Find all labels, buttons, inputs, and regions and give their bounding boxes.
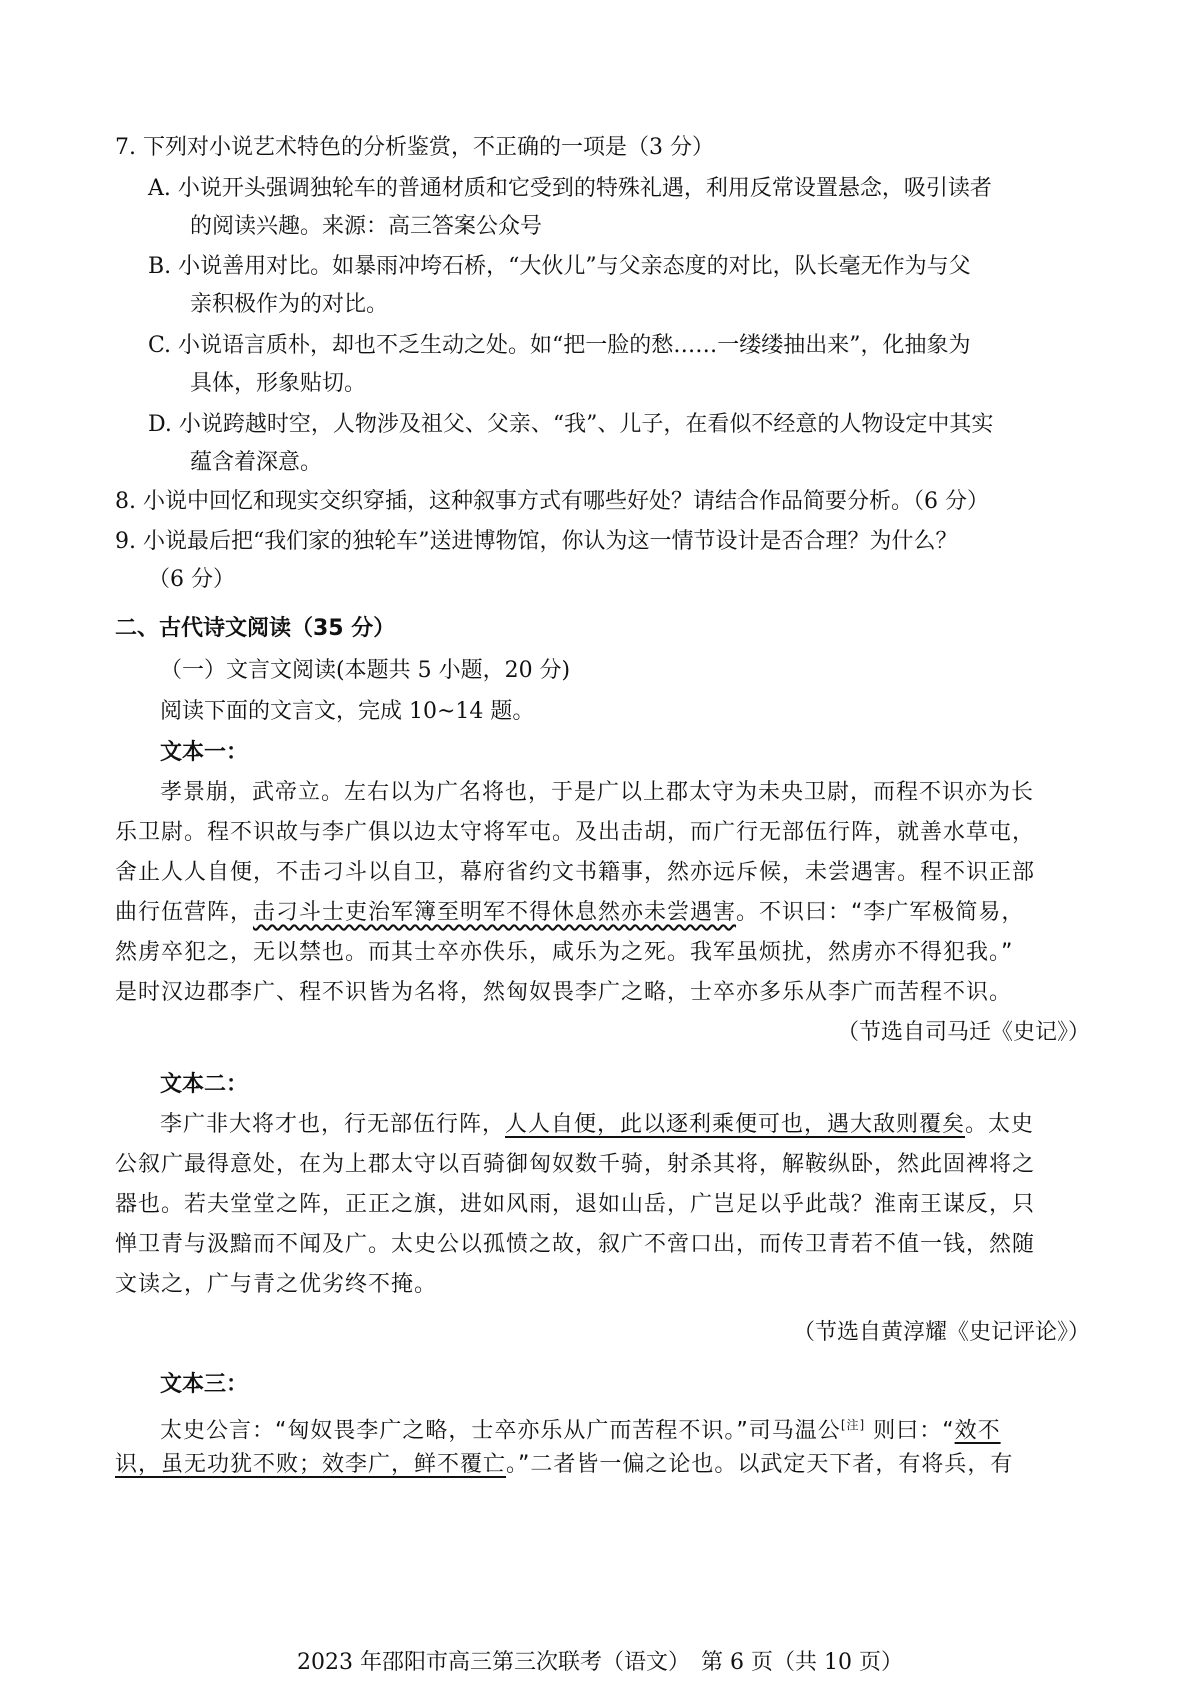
question-8: 8. 小说中回忆和现实交织穿插，这种叙事方式有哪些好处？请结合作品简要分析。（6 分）: [115, 489, 989, 514]
question-9-line2: （6 分）: [148, 567, 235, 592]
option-b-line1: B. 小说善用对比。如暴雨冲垮石桥，“大伙儿”与父亲态度的对比，队长毫无作为与父: [148, 254, 971, 279]
text2-line1: [160, 1110, 1034, 1140]
section-2-title: 二、古代诗文阅读（35 分）: [115, 616, 396, 641]
text1-line1: 孝景崩，武帝立。左右以为广名将也，于是广以上郡太守为未央卫尉，而程不识亦为长: [160, 780, 1035, 805]
text1-line3: 舍止人人自便，不击刁斗以自卫，幕府省约文书籍事，然亦远斥候，未尝遇害。程不识正部: [115, 860, 1036, 885]
text2-label: 文本二：: [160, 1072, 249, 1097]
text1-line4-start: 曲行伍营阵，: [115, 900, 254, 925]
text2-line5: 文读之，广与青之优劣终不掩。: [115, 1272, 438, 1297]
text3-note-marker: [注]: [840, 1418, 866, 1432]
text3-line2: [115, 1450, 1013, 1480]
option-c-line2: 具体，形象贴切。: [190, 371, 367, 396]
text1-line4: [115, 898, 1024, 928]
text3-line2-end: 。”二者皆一偏之论也。以武定天下者，有将兵，有: [506, 1452, 1014, 1477]
text2-line4: 惮卫青与汲黯而不闻及广。太史公以孤愤之故，叙广不啻口出，而传卫青若不值一钱，然随: [115, 1232, 1036, 1257]
text2-line1-start: 李广非大将才也，行无部伍行阵，: [160, 1112, 506, 1137]
text3-label: 文本三：: [160, 1372, 249, 1397]
text1-source: （节选自司马迁《史记》）: [836, 1020, 1090, 1045]
text1-wavy-underlined-phrase: 击刁斗士吏治军簿至明军不得休息然亦未尝遇害: [253, 900, 737, 925]
text1-line2: 乐卫尉。程不识故与李广俱以边太守将军屯。及出击胡，而广行无部伍行阵，就善水草屯，: [115, 820, 1036, 845]
section-2-instruction: 阅读下面的文言文，完成 10~14 题。: [160, 699, 535, 724]
text2-line2: 公叙广最得意处，在为上郡太守以百骑御匈奴数千骑，射杀其将，解鞍纵卧，然此固裨将之: [115, 1152, 1036, 1177]
option-d-line1: D. 小说跨越时空，人物涉及祖父、父亲、“我”、儿子，在看似不经意的人物设定中其实: [148, 412, 994, 437]
question-7-stem: 7. 下列对小说艺术特色的分析鉴赏，不正确的一项是（3 分）: [115, 135, 714, 160]
option-b-line2: 亲积极作为的对比。: [190, 292, 389, 317]
text3-line1: [160, 1410, 1001, 1446]
text1-line5: 然虏卒犯之，无以禁也。而其士卒亦佚乐，咸乐为之死。我军虽烦扰，然虏亦不得犯我。”: [115, 940, 1014, 965]
text2-source: （节选自黄淳耀《史记评论》）: [792, 1320, 1090, 1345]
option-d-line2: 蕴含着深意。: [190, 450, 323, 475]
text3-line1-start: 太史公言：“匈奴畏李广之略，士卒亦乐从广而苦程不识。”司马温公: [160, 1418, 841, 1444]
option-a-line2: 的阅读兴趣。来源：高三答案公众号: [190, 214, 543, 239]
section-2-subtitle: （一）文言文阅读(本题共 5 小题，20 分): [160, 658, 571, 683]
text3-underlined-start: 效不: [954, 1418, 1001, 1444]
text3-underlined-end: 识，虽无功犹不败；效李广，鲜不覆亡: [115, 1452, 507, 1477]
text1-label: 文本一：: [160, 740, 249, 765]
page-footer: 2023 年邵阳市高三第三次联考（语文） 第 6 页（共 10 页）: [297, 1650, 903, 1675]
text2-line1-end: 。太史: [965, 1112, 1035, 1137]
text1-line4-end: 。不识曰：“李广军极简易，: [736, 900, 1025, 925]
option-c-line1: C. 小说语言质朴，却也不乏生动之处。如“把一脸的愁……一缕缕抽出来”，化抽象为: [148, 333, 971, 358]
text2-line3: 器也。若夫堂堂之阵，正正之旗，进如风雨，退如山岳，广岂足以乎此哉？淮南王谋反，只: [115, 1192, 1036, 1217]
text3-line1-mid: 则曰：“: [873, 1418, 955, 1444]
question-9-line1: 9. 小说最后把“我们家的独轮车”送进博物馆，你认为这一情节设计是否合理？为什么？: [115, 529, 958, 554]
text1-line6: 是时汉边郡李广、程不识皆为名将，然匈奴畏李广之略，士卒亦多乐从李广而苦程不识。: [115, 980, 1013, 1005]
text2-underlined-phrase: 人人自便，此以逐利乘便可也，遇大敌则覆矣: [505, 1112, 966, 1137]
option-a-line1: A. 小说开头强调独轮车的普通材质和它受到的特殊礼遇，利用反常设置悬念，吸引读者: [148, 176, 992, 201]
